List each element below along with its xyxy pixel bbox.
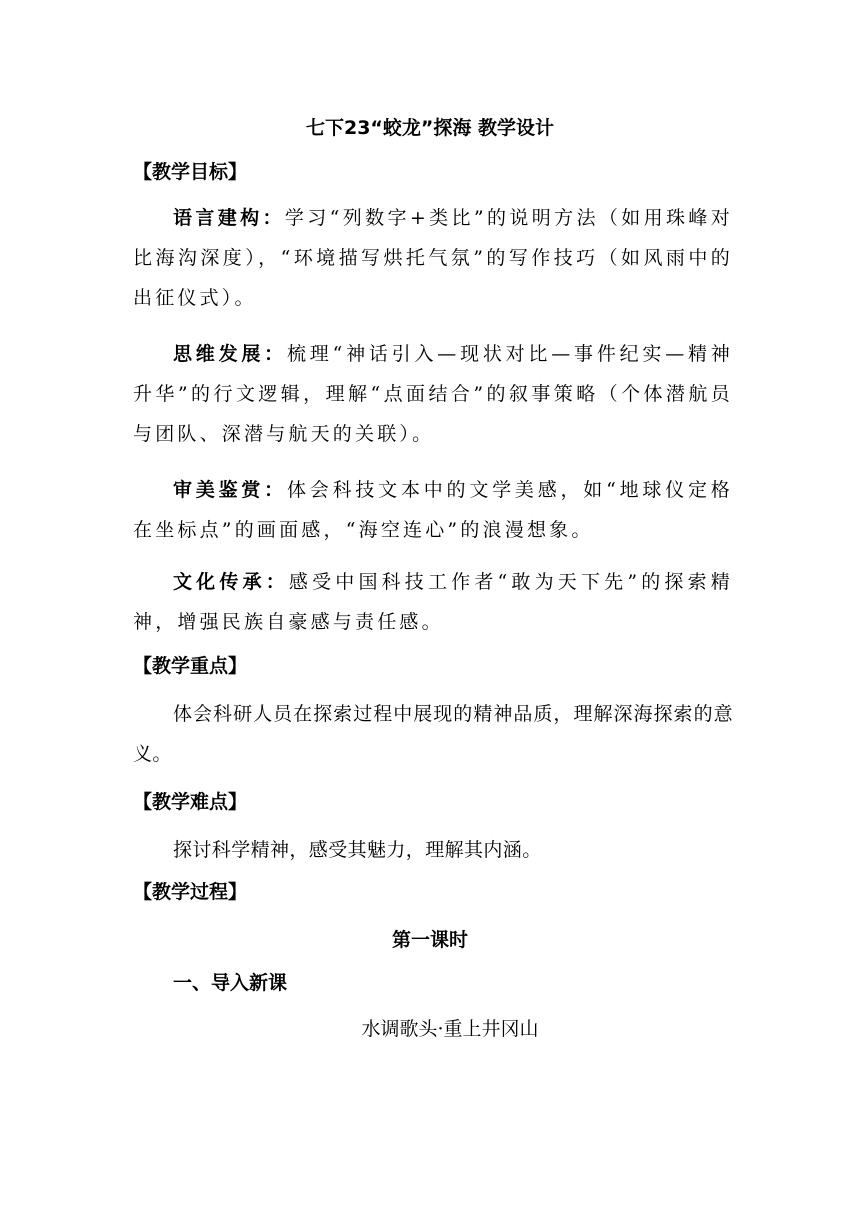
objective-language-text: 学习“列数字+类比”的说明方法（如用珠峰对比海沟深度），“环境描写烘托气氛”的写作技巧（如风雨中的出征仪式）。	[133, 207, 733, 309]
section-title: 一、导入新课	[173, 972, 288, 994]
lesson-label: 第一课时	[391, 929, 468, 951]
document-title: 七下23“蛟龙”探海 教学设计	[305, 117, 555, 139]
difficulties-heading: 【教学难点】	[133, 791, 248, 813]
objective-thinking	[133, 334, 733, 454]
key-points-text: 体会科研人员在探索过程中展现的精神品质，理解深海探索的意义。	[133, 703, 733, 765]
objective-language	[133, 198, 733, 318]
objective-culture-text: 感受中国科技工作者“敢为天下先”的探索精神，增强民族自豪感与责任感。	[133, 571, 733, 633]
objective-aesthetic-label: 审美鉴赏：	[173, 479, 287, 501]
objective-culture-label: 文化传承：	[173, 571, 289, 593]
process-heading: 【教学过程】	[133, 881, 248, 903]
key-points-heading: 【教学重点】	[133, 655, 248, 677]
objective-aesthetic-text: 体会科技文本中的文学美感，如“地球仪定格在坐标点”的画面感，“海空连心”的浪漫想象。	[133, 479, 733, 541]
objectives-heading: 【教学目标】	[133, 161, 248, 183]
poem-title: 水调歌头·重上井冈山	[361, 1018, 539, 1040]
objective-culture	[133, 562, 733, 642]
objective-thinking-text: 梳理“神话引入—现状对比—事件纪实—精神升华”的行文逻辑，理解“点面结合”的叙事策略（个体潜航员与团队、深潜与航天的关联）。	[133, 343, 733, 445]
objective-aesthetic	[133, 470, 733, 550]
objective-thinking-label: 思维发展：	[173, 343, 287, 365]
objective-language-label: 语言建构：	[173, 207, 285, 229]
difficulties-text: 探讨科学精神，感受其魅力，理解其内涵。	[173, 839, 542, 861]
